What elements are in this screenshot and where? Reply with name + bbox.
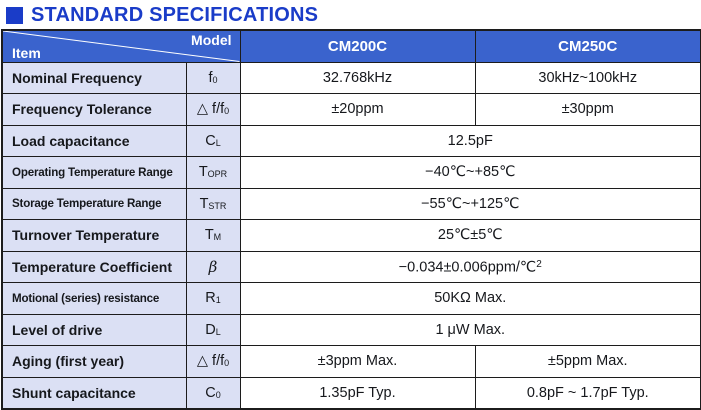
page-title [0,1,701,29]
value-cm200c: ±3ppm Max. [240,346,475,378]
item-label: Load capacitance [2,125,186,157]
beta-symbol: β [208,257,218,276]
value-cm250c: ±5ppm Max. [475,346,701,378]
table-row [2,62,701,94]
value-cm250c: ±30ppm [475,94,701,126]
item-label: Nominal Frequency [2,62,186,94]
spec-table [1,29,701,410]
value-merged: −40℃~+85℃ [240,157,701,189]
item-label: Temperature Coefficient [2,251,186,283]
table-row [2,283,701,315]
table-row [2,94,701,126]
header-corner-cell [2,30,240,62]
superscript: 2 [536,258,542,270]
item-label: Turnover Temperature [2,220,186,252]
symbol-cell: $C_0$ [186,377,240,409]
symbol-cell [186,251,240,283]
value-merged: 1 μW Max. [240,314,701,346]
page-title-text: STANDARD SPECIFICATIONS [31,3,319,26]
item-label: Motional (series) resistance [2,283,186,315]
table-row [2,220,701,252]
value-merged: 12.5pF [240,125,701,157]
title-square-icon [6,7,23,24]
table-row [2,377,701,409]
symbol-cell: $T_M$ [186,220,240,252]
table-row [2,251,701,283]
symbol-cell: $T_{STR}$ [186,188,240,220]
item-label: Level of drive [2,314,186,346]
item-label: Frequency Tolerance [2,94,186,126]
item-label: Operating Temperature Range [2,157,186,189]
value-merged: −0.034±0.006ppm/℃$^2$ [240,251,701,283]
symbol-cell: $D_L$ [186,314,240,346]
table-row [2,125,701,157]
item-label: Aging (first year) [2,346,186,378]
table-header-row [2,30,701,62]
symbol-cell: $C_L$ [186,125,240,157]
value-cm200c: ±20ppm [240,94,475,126]
table-row [2,346,701,378]
header-item-label: Item [12,44,41,61]
item-label: Storage Temperature Range [2,188,186,220]
value-merged: 25℃±5℃ [240,220,701,252]
value-merged: −55℃~+125℃ [240,188,701,220]
symbol-cell: △ $f/f_0$ [186,346,240,378]
value-cm200c: 32.768kHz [240,62,475,94]
table-row [2,314,701,346]
table-row [2,157,701,189]
symbol-cell: $T_{OPR}$ [186,157,240,189]
value-cm250c: 0.8pF ~ 1.7pF Typ. [475,377,701,409]
header-column-cm250c: CM250C [475,30,701,62]
value-cm250c: 30kHz~100kHz [475,62,701,94]
header-column-cm200c: CM200C [240,30,475,62]
table-row [2,188,701,220]
header-model-label: Model [191,32,232,48]
symbol-cell: △ $f/f_0$ [186,94,240,126]
symbol-cell: $f_0$ [186,62,240,94]
symbol-cell: $R_1$ [186,283,240,315]
item-label: Shunt capacitance [2,377,186,409]
value-cm200c: 1.35pF Typ. [240,377,475,409]
value-merged: 50KΩ Max. [240,283,701,315]
